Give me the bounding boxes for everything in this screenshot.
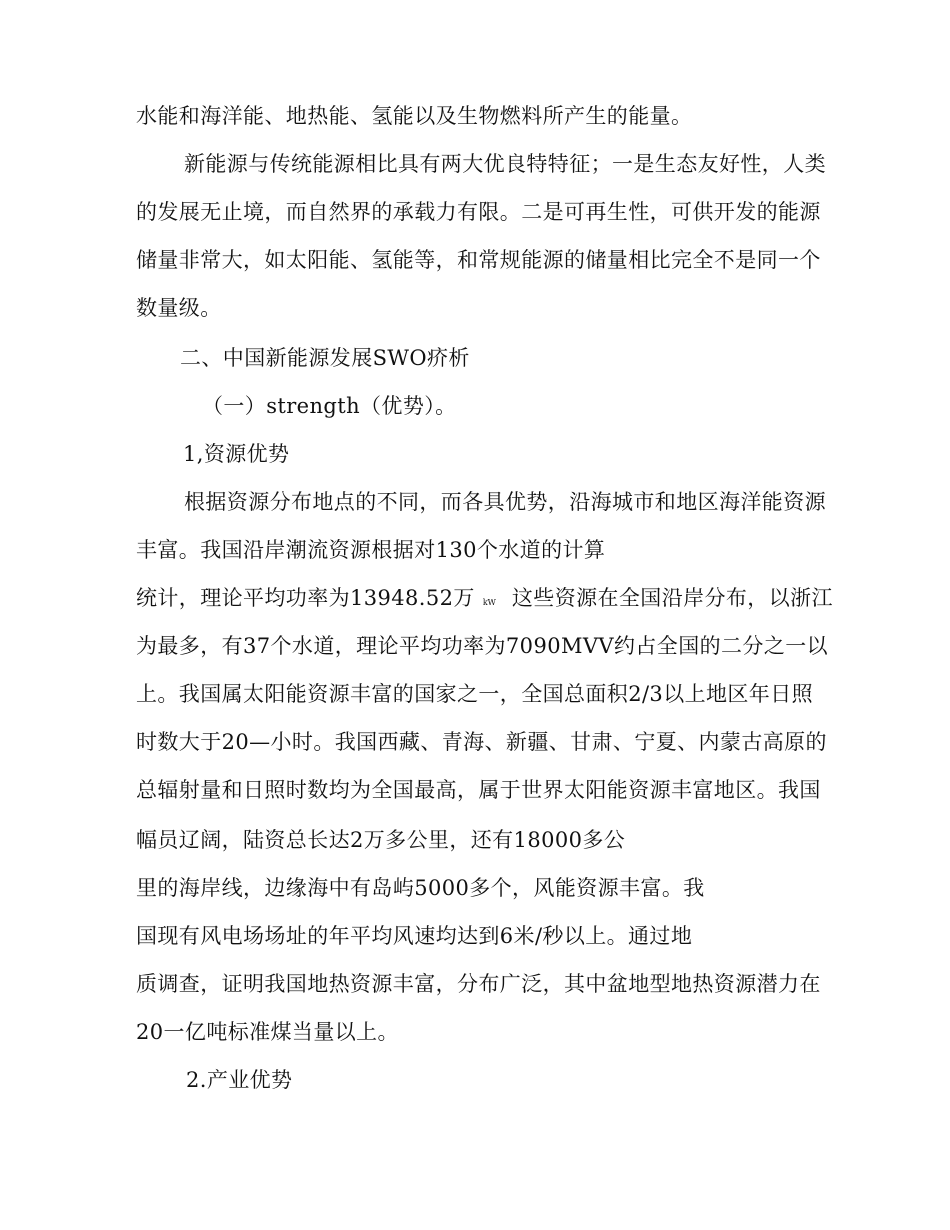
paragraph-line: 的发展无止境，而自然界的承载力有限。二是可再生性，可供开发的能源 xyxy=(136,200,821,224)
paragraph-text: 统计，理论平均功率为13948.52万 xyxy=(136,586,475,610)
paragraph-line xyxy=(136,584,950,617)
subsection-heading: （一）strength（优势）。 xyxy=(202,394,457,418)
item-heading: 2.产业优势 xyxy=(186,1068,293,1092)
section-heading: 二、中国新能源发展SWO疥析 xyxy=(180,346,470,370)
paragraph-line: 新能源与传统能源相比具有两大优良特特征；一是生态友好性，人类 xyxy=(184,152,826,176)
paragraph-line: 国现有风电场场址的年平均风速均达到6米/秒以上。通过地 xyxy=(136,924,693,948)
paragraph-line: 根据资源分布地点的不同，而各具优势，沿海城市和地区海洋能资源 xyxy=(184,490,826,514)
paragraph-line: 时数大于20—小时。我国西藏、青海、新疆、甘肃、宁夏、内蒙古高原的 xyxy=(136,730,827,754)
paragraph-line: 里的海岸线，边缘海中有岛屿5000多个，风能资源丰富。我 xyxy=(136,876,705,900)
paragraph-line: 储量非常大，如太阳能、氢能等，和常规能源的储量相比完全不是同一个 xyxy=(136,248,821,272)
paragraph-line: 质调查，证明我国地热资源丰富，分布广泛，其中盆地型地热资源潜力在 xyxy=(136,972,821,996)
paragraph-line: 水能和海洋能、地热能、氢能以及生物燃料所产生的能量。 xyxy=(136,104,693,128)
paragraph-line: 数量级。 xyxy=(136,296,222,320)
paragraph-line: 幅员辽阔，陆资总长达2万多公里，还有18000多公 xyxy=(136,828,626,852)
paragraph-line: 上。我国属太阳能资源丰富的国家之一，全国总面积2/3以上地区年日照 xyxy=(136,682,813,706)
paragraph-text: 这些资源在全国沿岸分布，以浙江 xyxy=(511,586,833,610)
paragraph-line: 为最多，有37个水道，理论平均功率为7090MVV约占全国的二分之一以 xyxy=(136,634,828,658)
paragraph-line: 丰富。我国沿岸潮流资源根据对130个水道的计算 xyxy=(136,538,606,562)
unit-label: kW xyxy=(482,598,496,607)
paragraph-line: 总辐射量和日照时数均为全国最高，属于世界太阳能资源丰富地区。我国 xyxy=(136,778,821,802)
paragraph-line: 20一亿吨标准煤当量以上。 xyxy=(136,1020,399,1044)
item-heading: 1,资源优势 xyxy=(183,442,290,466)
